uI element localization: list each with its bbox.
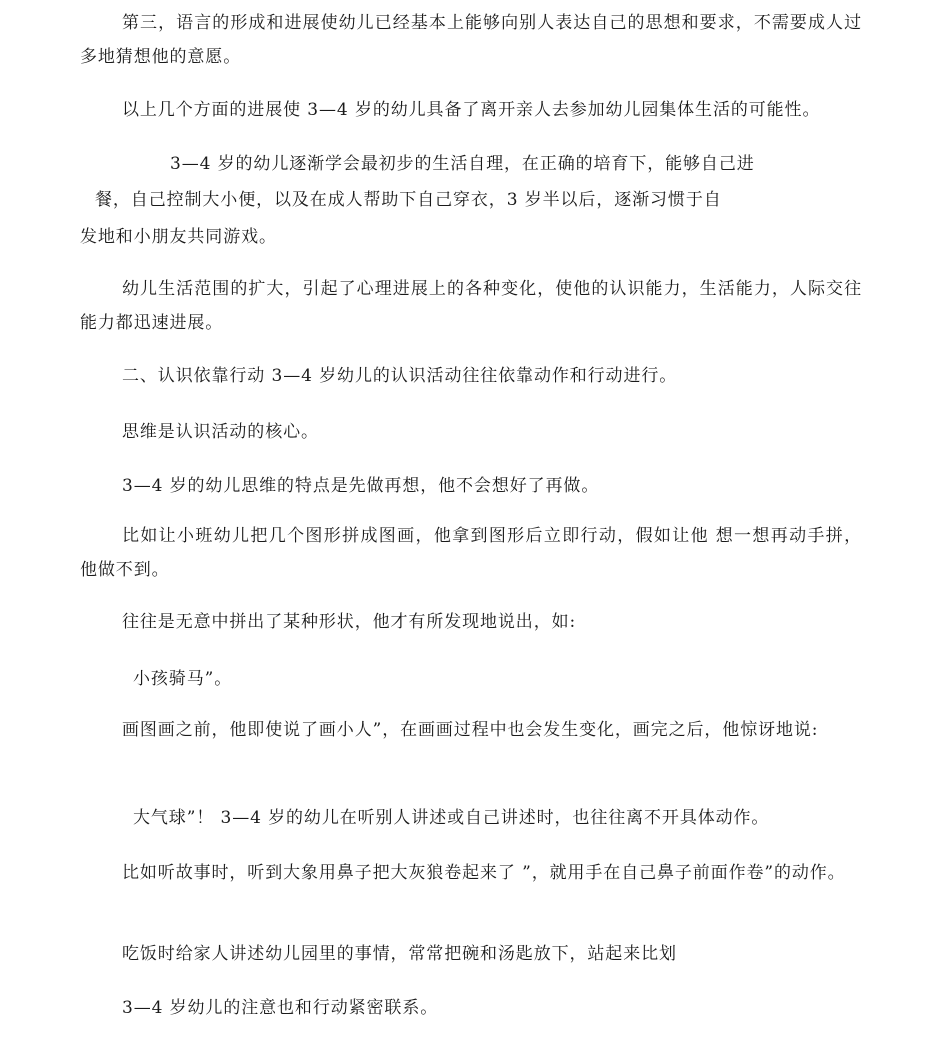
paragraph-thinking-core: 思维是认识活动的核心。 [122,422,319,442]
paragraph-drawing-example: 画图画之前，他即使说了画小人”，在画画过程中也会发生变化，画完之后，他惊讶地说: [122,720,819,740]
paragraph-story-listening-example: 比如听故事时，听到大象用鼻子把大灰狼卷起来了 ”，就用手在自己鼻子前面作卷”的动作。 [122,863,846,883]
paragraph-kindergarten-readiness: 以上几个方面的进展使 3—4 岁的幼儿具备了离开亲人去参加幼儿园集体生活的可能性。 [122,100,821,120]
paragraph-big-balloon-narration: 大气球”！ 3—4 岁的幼儿在听别人讲述或自己讲述时，也往往离不开具体动作。 [133,808,770,828]
paragraph-attention-and-action: 3—4 岁幼儿的注意也和行动紧密联系。 [122,998,439,1018]
paragraph-language-development: 第三，语言的形成和进展使幼儿已经基本上能够向别人表达自己的思想和要求，不需要成人过多地猜想他的意愿。 [80,13,862,67]
paragraph-expanding-life-scope: 幼儿生活范围的扩大，引起了心理进展上的各种变化，使他的认识能力，生活能力，人际交往能力都迅速进展。 [80,279,862,333]
paragraph-self-care-line-2: 餐，自己控制大小便，以及在成人帮助下自己穿衣，3 岁半以后，逐渐习惯于自 [95,190,722,210]
paragraph-shape-puzzle-example: 比如让小班幼儿把几个图形拼成图画，他拿到图形后立即行动，假如让他 想一想再动手拼，他做不到。 [80,526,862,580]
section-heading-cognition-by-action: 二、认识依靠行动 3—4 岁幼儿的认识活动往往依靠动作和行动进行。 [122,366,678,386]
paragraph-accidental-shapes: 往往是无意中拼出了某种形状，他才有所发现地说出，如: [122,612,577,632]
paragraph-self-care-line-3: 发地和小朋友共同游戏。 [80,227,277,247]
paragraph-self-care-line-1: 3—4 岁的幼儿逐渐学会最初步的生活自理，在正确的培育下，能够自己进 [170,154,755,174]
paragraph-do-then-think: 3—4 岁的幼儿思维的特点是先做再想，他不会想好了再做。 [122,476,600,496]
paragraph-dinner-narration: 吃饭时给家人讲述幼儿园里的事情，常常把碗和汤匙放下，站起来比划 [122,944,677,964]
quote-child-riding-horse: 小孩骑马”。 [133,669,233,689]
